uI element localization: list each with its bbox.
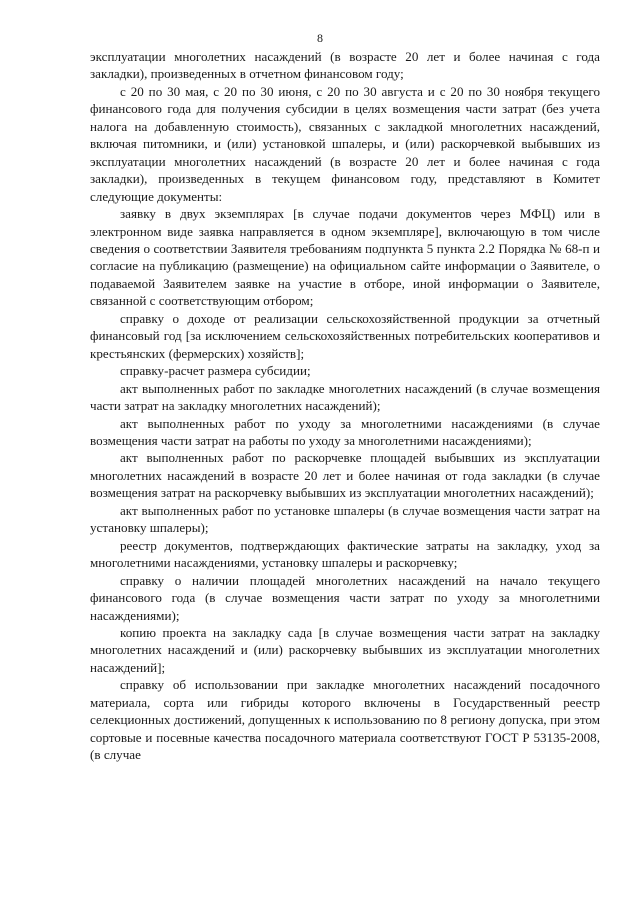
- paragraph-planting-material: справку об использовании при закладке многолетних насаждений посадочного материала, сорта или гибриды которого включены в Государственный реестр селекционных достижений, допущенных к использованию по 8 региону допуска, при этом сортовые и посевные качества посадочного материала соответствуют ГОСТ Р 53135-2008, (в случае: [90, 677, 600, 763]
- paragraph-application: заявку в двух экземплярах [в случае подачи документов через МФЦ) или в электронном виде заявка направляется в одном экземпляре], включающую в том числе сведения о соответствии Заявителя требованиям подпункта 5 пункта 2.2 Порядка № 68-п и согласие на публикацию (размещение) на официальном сайте информации о Заявителе, о подаваемой Заявителем заявке на участие в отборе, иной информации о Заявителе, связанной с соответствующим отбором;: [90, 206, 600, 309]
- paragraph-orchard-project: копию проекта на закладку сада [в случае возмещения части затрат на закладку многолетних насаждений и (или) раскорчевку выбывших из эксплуатации многолетних насаждений];: [90, 624, 600, 675]
- document-body: [90, 48, 600, 764]
- paragraph-trellis-act: акт выполненных работ по установке шпалеры (в случае возмещения части затрат на установку шпалеры);: [90, 502, 600, 536]
- paragraph-uprooting-act: акт выполненных работ по раскорчевке площадей выбывших из эксплуатации многолетних насаждений в возрасте 20 лет и более начиная от года закладки (в случае возмещения затрат на раскорчевку выбывших из эксплуатации многолетних насаждений);: [90, 450, 600, 501]
- paragraph-income-certificate: справку о доходе от реализации сельскохозяйственной продукции за отчетный финансовый год [за исключением сельскохозяйственных потребительских кооперативов и крестьянских (фермерских) хозяйств];: [90, 310, 600, 361]
- page-number: 8: [317, 31, 323, 45]
- paragraph-cost-register: реестр документов, подтверждающих фактические затраты на закладку, уход за многолетними насаждениями, установку шпалеры и раскорчевку;: [90, 537, 600, 571]
- paragraph-care-act: акт выполненных работ по уходу за многолетними насаждениями (в случае возмещения части затрат на работы по уходу за многолетними насаждениями);: [90, 415, 600, 448]
- paragraph-area-certificate: справку о наличии площадей многолетних насаждений на начало текущего финансового года (в случае возмещения части затрат по уходу за многолетними насаждениями);: [90, 572, 600, 623]
- paragraph-subsidy-calculation: справку-расчет размера субсидии;: [120, 363, 311, 379]
- paragraph-deadlines: с 20 по 30 мая, с 20 по 30 июня, с 20 по 30 августа и с 20 по 30 ноября текущего финансового года для получения субсидии в целях возмещения части затрат (без учета налога на добавленную стоимость), связанных с закладкой многолетних насаждений, включая питомники, и (или) установкой шпалеры, и (или) раскорчевкой выбывших из эксплуатации многолетних насаждений (в возрасте 20 лет и более начиная с года закладки), произведенных в текущем финансовом году, представляют в Комитет следующие документы:: [90, 83, 600, 204]
- paragraph-planting-act: акт выполненных работ по закладке многолетних насаждений (в случае возмещения части затрат на закладку многолетних насаждений);: [90, 380, 600, 414]
- paragraph-continuation: эксплуатации многолетних насаждений (в возрасте 20 лет и более начиная с года закладки), произведенных в отчетном финансовом году;: [90, 49, 600, 82]
